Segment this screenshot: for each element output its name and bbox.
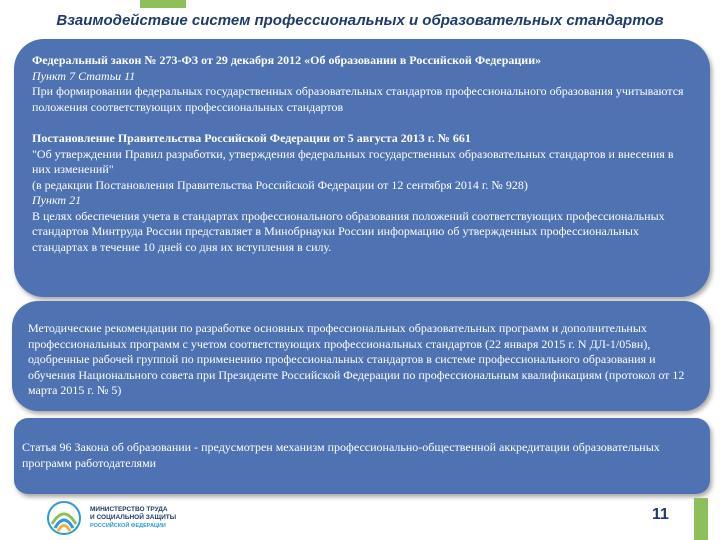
ministry-name (90, 506, 200, 530)
page-number: 11 (652, 506, 669, 523)
ministry-name-line3: РОССИЙСКОЙ ФЕДЕРАЦИИ (90, 523, 166, 529)
slide-title: Взаимодействие систем профессиональных и образовательных стандартов (56, 12, 664, 29)
spacer (32, 115, 694, 131)
decree-edition: (в редакции Постановления Правительства Российской Федерации от 12 сентября 2014 г. № 928) (32, 177, 528, 192)
recommendations-text: Методические рекомендации по разработке основных профессиональных образовательных программ и дополнительных профессиональных программ с учетом соответствующих профессиональных стандартов (22 января 2015 г. N ДЛ-1/05вн), одобренные рабочей группой по применению профессиональных стандартов в системе профессионального образования и обучения Национального совета при Президенте Российской Федерации по профессиональным квалификациям (протокол от 12 марта 2015 г. № 5) (28, 321, 685, 397)
corner-accent-bar (694, 498, 708, 540)
law-clause: Пункт 7 Статьи 11 (32, 68, 136, 83)
accreditation-block (14, 418, 710, 494)
methodical-recommendations-block (12, 301, 710, 411)
top-accent-bar (140, 0, 186, 8)
ministry-emblem-icon (46, 500, 82, 536)
decree-text: В целях обеспечения учета в стандартах профессионального образования положений соответствующих профессиональных стандартов Минтруда России представляет в Минобрнауки России информацию об утвержденных профессиональных стандартах в течение 10 дней со дня их вступления в силу. (32, 208, 665, 254)
law-heading: Федеральный закон № 273-ФЗ от 29 декабря 2012 «Об образовании в Российской Федерации» (32, 53, 542, 67)
ministry-name-line1: МИНИСТЕРСТВО ТРУДА (90, 506, 168, 513)
legal-basis-block (14, 39, 710, 297)
decree-heading: Постановление Правительства Российской Федерации от 5 августа 2013 г. № 661 (32, 131, 471, 145)
ministry-name-line2: И СОЦИАЛЬНОЙ ЗАЩИТЫ (90, 514, 177, 521)
accreditation-text: Статья 96 Закона об образовании - предусмотрен механизм профессионально-общественной аккредитации образовательных программ работодателями (22, 440, 660, 470)
law-text: При формировании федеральных государственных образовательных стандартов профессионального образования учитываются положения соответствующих профессиональных стандартов (32, 84, 684, 114)
decree-name: "Об утверждении Правил разработки, утверждения федеральных государственных образовательных стандартов и внесения в них изменений" (32, 146, 674, 176)
decree-clause: Пункт 21 (32, 193, 82, 207)
